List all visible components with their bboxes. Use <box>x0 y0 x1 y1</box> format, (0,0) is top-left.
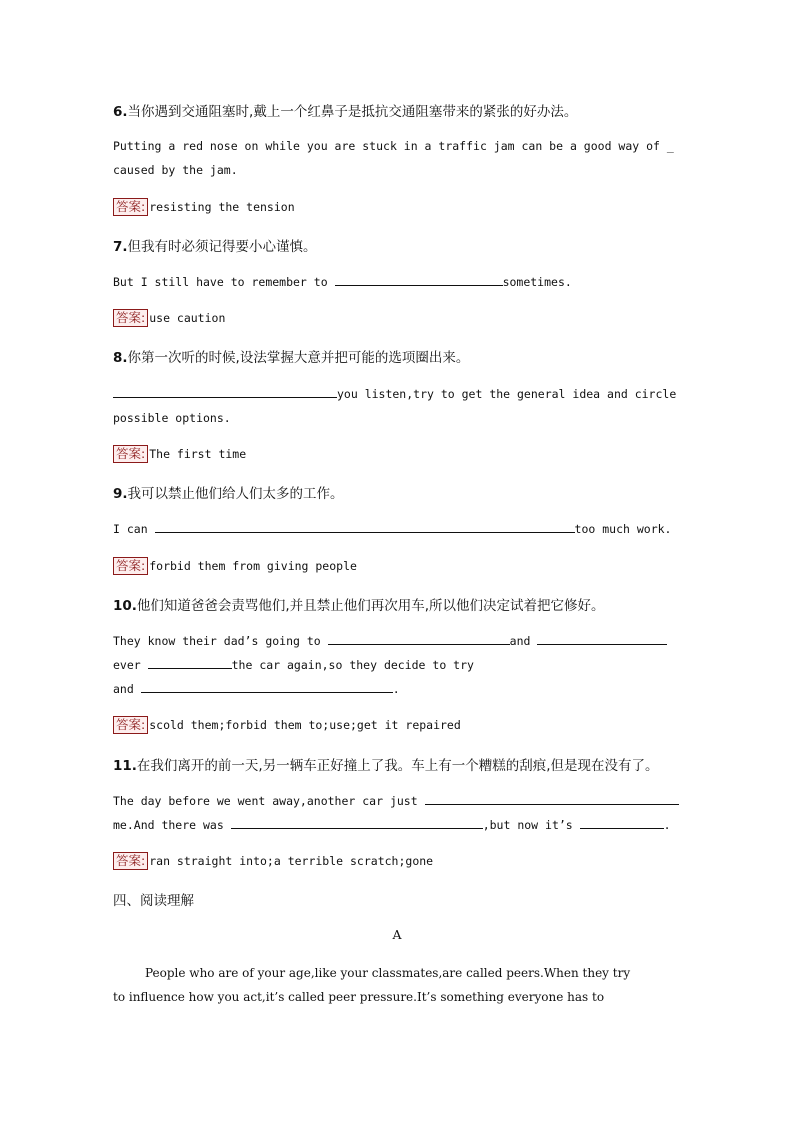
english-text: ever <box>113 658 148 672</box>
answer-text: resisting the tension <box>149 200 295 214</box>
english-line: possible options. <box>113 411 231 425</box>
english-text: They know their dad’s going to <box>113 634 328 648</box>
answer-label: 答案: <box>113 557 148 575</box>
passage-paragraph <box>113 961 681 1009</box>
passage-line: People who are of your age,like your classmates,are called peers.When they try <box>145 966 631 980</box>
answer-blank[interactable] <box>113 384 337 398</box>
answer-text: scold them;forbid them to;use;get it repaired <box>149 718 461 732</box>
question-9-english <box>113 517 681 541</box>
english-text: . <box>663 818 671 832</box>
english-line: Putting a red nose on while you are stuck in a traffic jam can be a good way of _ <box>113 139 674 153</box>
answer-text: The first time <box>149 447 247 461</box>
question-6-english <box>113 134 681 182</box>
question-number: 9. <box>113 486 128 502</box>
english-text: I can <box>113 522 155 536</box>
english-text: . <box>392 682 400 696</box>
passage-title: A <box>392 927 402 942</box>
answer-text: ran straight into;a terrible scratch;gone <box>149 854 434 868</box>
question-number: 10. <box>113 598 137 614</box>
english-text: me.And there was <box>113 818 231 832</box>
english-text: too much work. <box>574 522 672 536</box>
question-number: 11. <box>113 758 137 774</box>
answer-text: forbid them from giving people <box>149 559 357 573</box>
english-text: the car again,so they decide to try <box>231 658 474 672</box>
answer-blank[interactable] <box>148 655 232 669</box>
question-6-answer <box>113 198 295 216</box>
question-7-english <box>113 270 681 294</box>
english-text: ,but now it’s <box>482 818 580 832</box>
question-11-prompt <box>113 754 659 774</box>
question-chinese: 在我们离开的前一天,另一辆车正好撞上了我。车上有一个糟糕的刮痕,但是现在没有了。 <box>136 758 659 774</box>
passage-line: to influence how you act,it’s called peer pressure.It’s something everyone has to <box>113 990 605 1004</box>
question-11-english <box>113 789 681 837</box>
answer-label: 答案: <box>113 309 148 327</box>
question-8-prompt <box>113 346 469 366</box>
section-heading: 四、阅读理解 <box>113 893 194 909</box>
question-10-answer <box>113 716 461 734</box>
answer-blank[interactable] <box>335 272 503 286</box>
answer-text: use caution <box>149 311 226 325</box>
english-text: sometimes. <box>502 275 572 289</box>
question-8-answer <box>113 445 246 463</box>
question-9-prompt <box>113 482 344 502</box>
answer-label: 答案: <box>113 198 148 216</box>
question-9-answer <box>113 557 357 575</box>
answer-blank[interactable] <box>425 791 679 805</box>
answer-blank[interactable] <box>141 679 393 693</box>
question-10-prompt <box>113 594 605 614</box>
english-text: you listen,try to get the general idea and circle <box>337 387 677 401</box>
question-number: 8. <box>113 350 128 366</box>
question-chinese: 我可以禁止他们给人们太多的工作。 <box>127 486 344 502</box>
question-10-english <box>113 629 681 701</box>
answer-blank[interactable] <box>328 631 510 645</box>
answer-label: 答案: <box>113 852 148 870</box>
question-chinese: 你第一次听的时候,设法掌握大意并把可能的选项圈出来。 <box>127 350 470 366</box>
english-text: and <box>509 634 538 648</box>
answer-label: 答案: <box>113 716 148 734</box>
english-line: caused by the jam. <box>113 163 238 177</box>
answer-blank[interactable] <box>231 815 483 829</box>
english-text: and <box>113 682 141 696</box>
question-number: 6. <box>113 104 128 120</box>
answer-blank[interactable] <box>537 631 667 645</box>
question-7-answer <box>113 309 225 327</box>
english-text: The day before we went away,another car just <box>113 794 425 808</box>
answer-label: 答案: <box>113 445 148 463</box>
answer-blank[interactable] <box>155 519 575 533</box>
question-number: 7. <box>113 239 128 255</box>
question-chinese: 但我有时必须记得要小心谨慎。 <box>127 239 317 255</box>
question-chinese: 他们知道爸爸会责骂他们,并且禁止他们再次用车,所以他们决定试着把它修好。 <box>136 598 605 614</box>
question-7-prompt <box>113 235 317 255</box>
english-text: But I still have to remember to <box>113 275 335 289</box>
question-chinese: 当你遇到交通阻塞时,戴上一个红鼻子是抵抗交通阻塞带来的紧张的好办法。 <box>127 104 578 120</box>
question-6-prompt <box>113 100 577 120</box>
question-11-answer <box>113 852 433 870</box>
answer-blank[interactable] <box>580 815 664 829</box>
question-8-english <box>113 382 681 430</box>
